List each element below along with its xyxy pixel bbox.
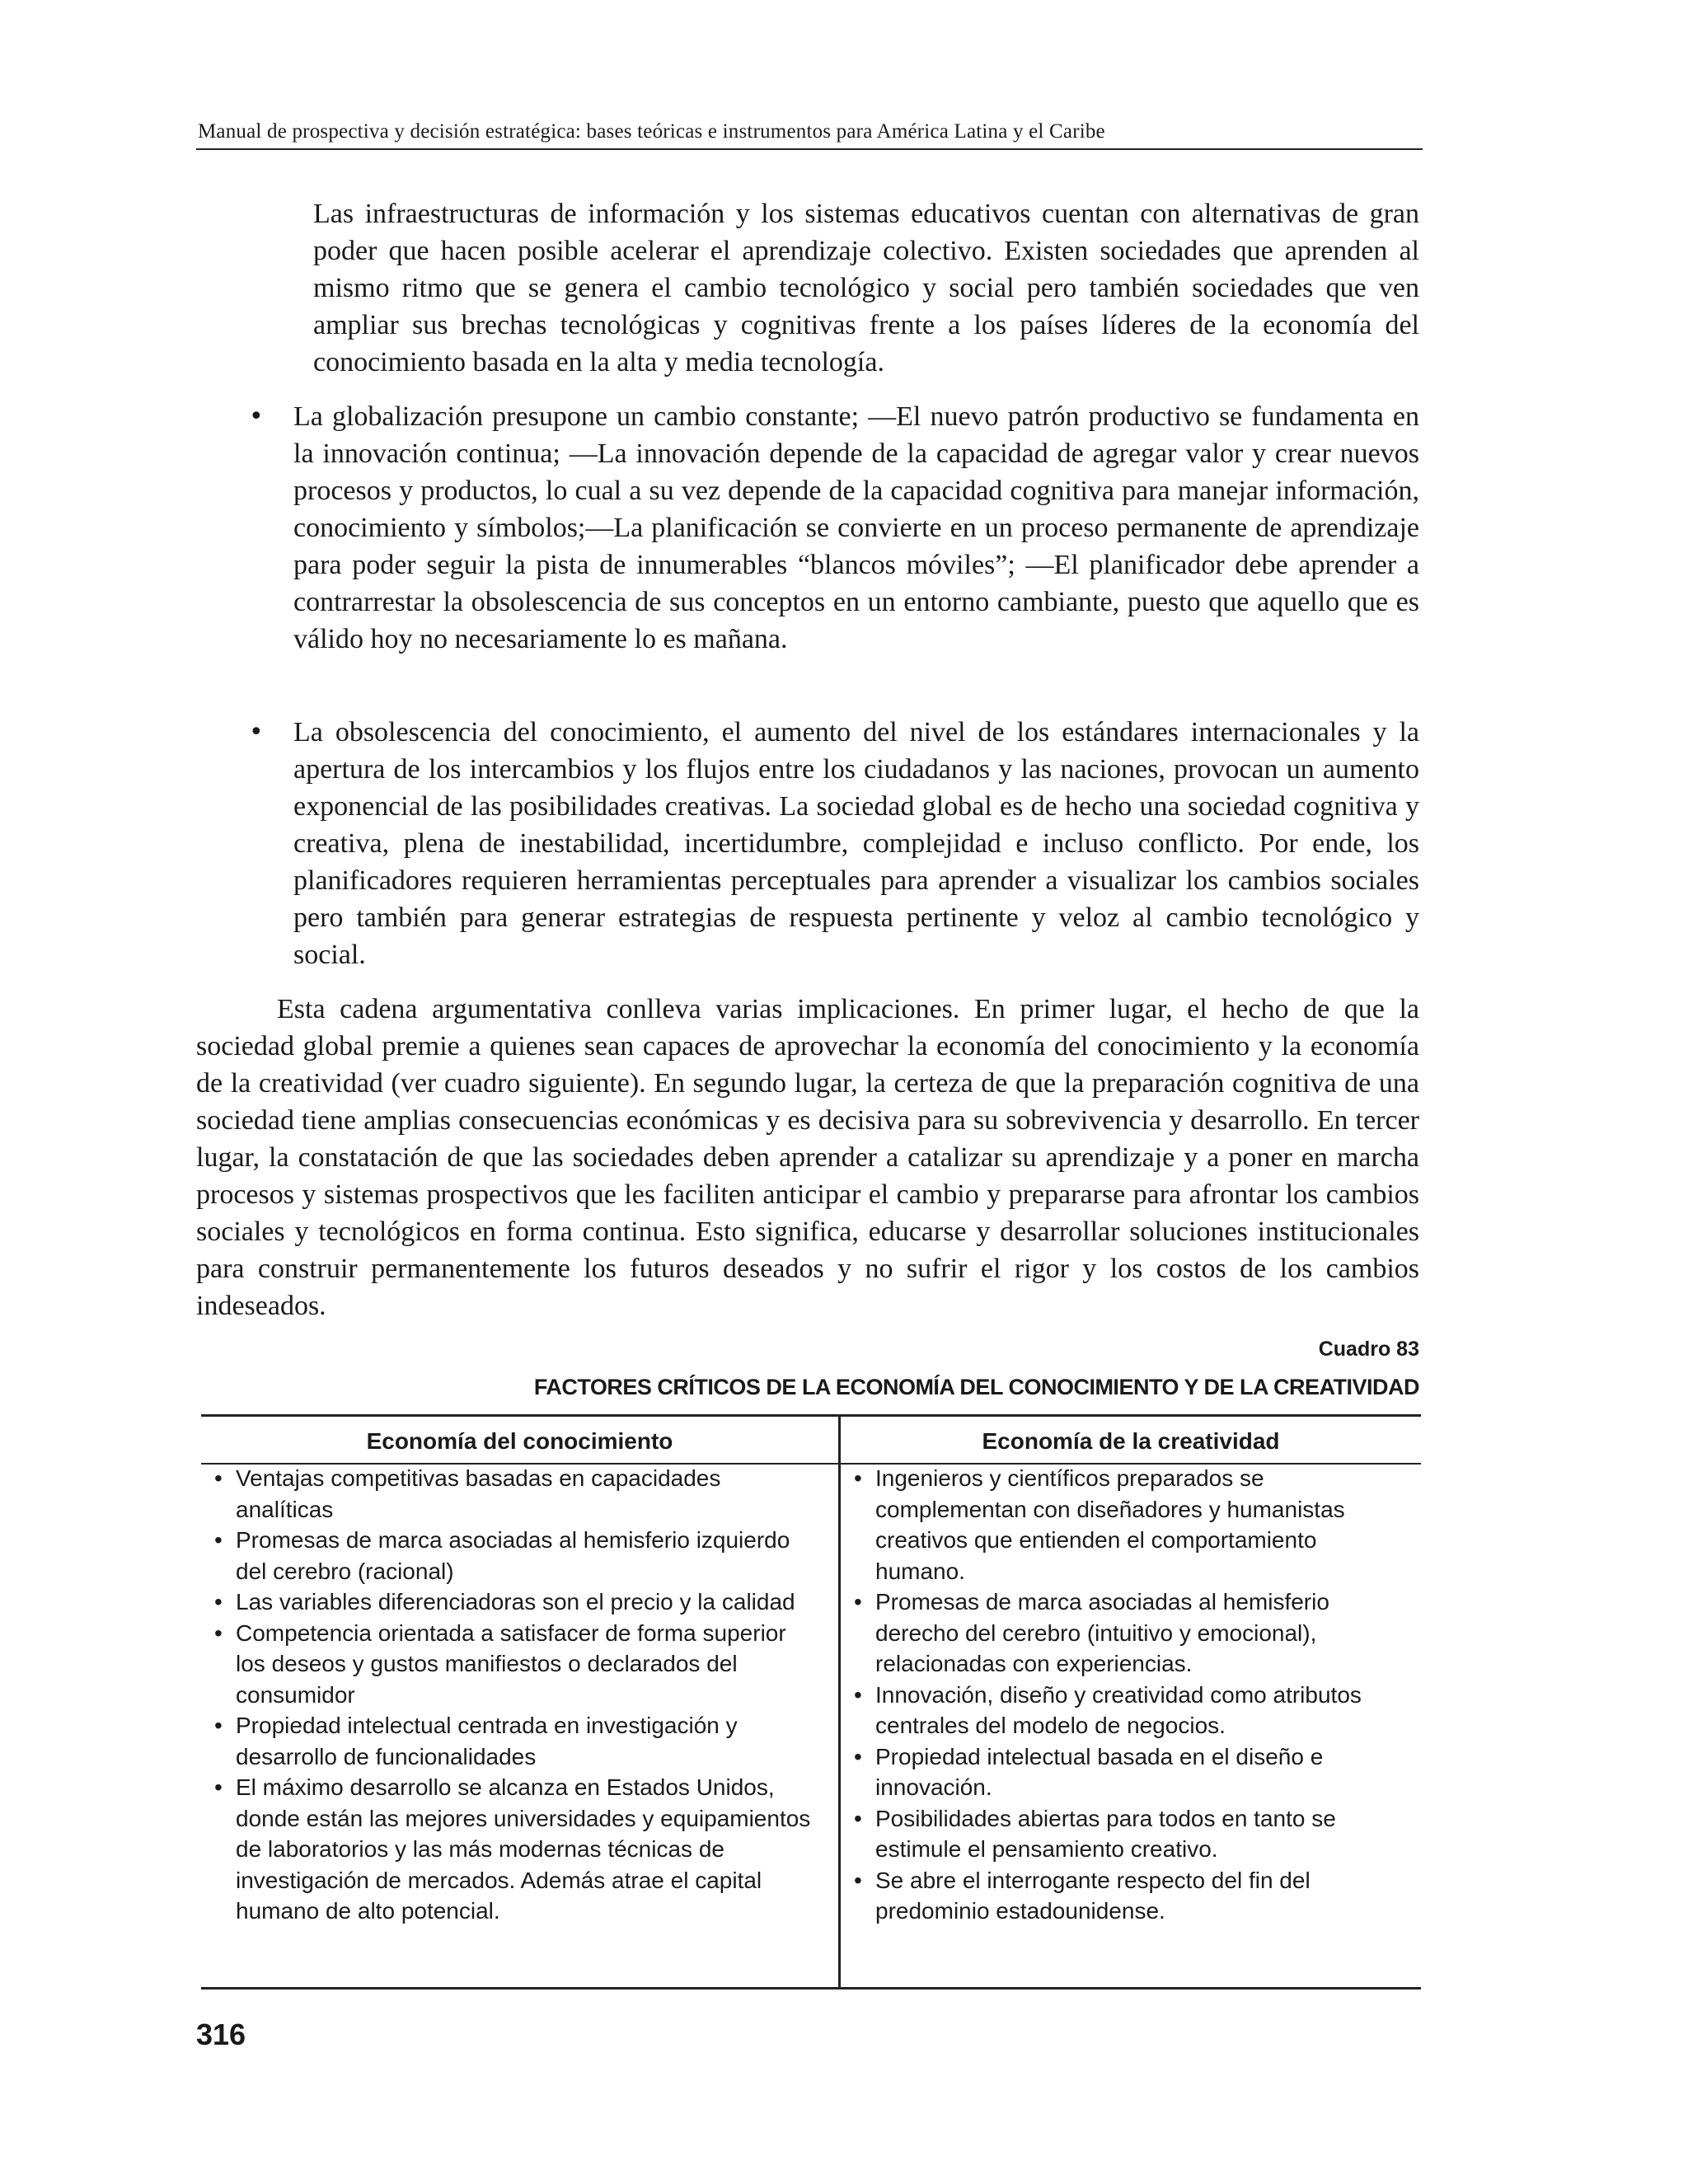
knowledge-economy-list	[209, 1463, 819, 1927]
list-item: • Ventajas competitivas basadas en capacidades analíticas	[209, 1463, 819, 1525]
list-item: • Propiedad intelectual centrada en investigación y desarrollo de funcionalidades	[209, 1710, 819, 1772]
list-item: • Promesas de marca asociadas al hemisferio derecho del cerebro (intuitivo y emocional), relacionadas con experiencias.	[849, 1586, 1409, 1680]
bullet-item: La globalización presupone un cambio constante; —El nuevo patrón productivo se fundamenta en la innovación continua; —La innovación depende de la capacidad de agregar valor y crear nuevos procesos y productos, lo cual a su vez depende de la capacidad cognitiva para manejar información, conocimiento y símbolos;—La planificación se convierte en un proceso permanente de aprendizaje para poder seguir la pista de innumerables “blancos móviles”; —El planificador debe aprender a contrarrestar la obsolescencia de sus conceptos en un entorno cambiante, puesto que aquello que es válido hoy no necesariamente lo es mañana.	[293, 401, 1419, 654]
table-top-rule	[201, 1414, 1421, 1417]
body-paragraph: Esta cadena argumentativa conlleva varias implicaciones. En primer lugar, el hecho de que la sociedad global premie a quienes sean capaces de aprovechar la economía del conocimiento y la economía de la creatividad (ver cuadro siguiente). En segundo lugar, la certeza de que la preparación cognitiva de una sociedad tiene amplias consecuencias económicas y es decisiva para su sobrevivencia y desarrollo. En tercer lugar, la constatación de que las sociedades deben aprender a catalizar su aprendizaje y a poner en marcha procesos y sistemas prospectivos que les faciliten anticipar el cambio y prepararse para afrontar los cambios sociales y tecnológicos en forma continua. Esto significa, educarse y desarrollar soluciones institucionales para construir permanentemente los futuros deseados y no sufrir el rigor y los costos de los cambios indeseados.	[196, 994, 1419, 1321]
list-item: • Posibilidades abiertas para todos en tanto se estimule el pensamiento creativo.	[849, 1803, 1409, 1865]
table-bottom-rule	[201, 1987, 1421, 1990]
column-heading-creativity: Economía de la creatividad	[982, 1428, 1280, 1454]
list-item: • Las variables diferenciadoras son el precio y la calidad	[209, 1586, 819, 1618]
list-item: • Innovación, diseño y creatividad como atributos centrales del modelo de negocios.	[849, 1680, 1409, 1741]
list-item: • El máximo desarrollo se alcanza en Estados Unidos, donde están las mejores universidades y equipamientos de laboratorios y las más modernas técnicas de investigación de mercados. Además atrae el capital humano de alto potencial.	[209, 1772, 819, 1927]
list-item: • Competencia orientada a satisfacer de forma superior los deseos y gustos manifiestos o declarados del consumidor	[209, 1618, 819, 1711]
list-item: • Propiedad intelectual basada en el diseño e innovación.	[849, 1741, 1409, 1803]
running-header: Manual de prospectiva y decisión estratégica: bases teóricas e instrumentos para América Latina y el Caribe	[198, 120, 1105, 143]
list-item: • Se abre el interrogante respecto del fin del predominio estadounidense.	[849, 1865, 1409, 1927]
table-number: Cuadro 83	[1318, 1338, 1419, 1361]
creativity-economy-list	[849, 1463, 1409, 1927]
page-number: 316	[196, 2018, 246, 2051]
list-item: • Promesas de marca asociadas al hemisferio izquierdo del cerebro (racional)	[209, 1525, 819, 1586]
table-title: FACTORES CRÍTICOS DE LA ECONOMÍA DEL CONOCIMIENTO Y DE LA CREATIVIDAD	[533, 1375, 1419, 1399]
column-divider	[838, 1414, 841, 1987]
bullet-item: La obsolescencia del conocimiento, el aumento del nivel de los estándares internacionales y la apertura de los intercambios y los flujos entre los ciudadanos y las naciones, provocan un aumento exponencial de las posibilidades creativas. La sociedad global es de hecho una sociedad cognitiva y creativa, plena de inestabilidad, incertidumbre, complejidad e incluso conflicto. Por ende, los planificadores requieren herramientas perceptuales para aprender a visualizar los cambios sociales pero también para generar estrategias de respuesta pertinente y veloz al cambio tecnológico y social.	[293, 717, 1419, 970]
bullet-marker-1: •	[249, 402, 264, 431]
list-item: • Ingenieros y científicos preparados se complementan con diseñadores y humanistas creativos que entienden el comportamiento humano.	[849, 1463, 1409, 1586]
header-rule	[196, 148, 1423, 150]
bullet-marker-2: •	[249, 718, 264, 747]
column-heading-knowledge: Economía del conocimiento	[366, 1428, 673, 1454]
quote-continuation: Las infraestructuras de información y los sistemas educativos cuentan con alternativas de gran poder que hacen posible acelerar el aprendizaje colectivo. Existen sociedades que aprenden al mismo ritmo que se genera el cambio tecnológico y social pero también sociedades que ven ampliar sus brechas tecnológicas y cognitivas frente a los países líderes de la economía del conocimiento basada en la alta y media tecnología.	[313, 199, 1419, 377]
